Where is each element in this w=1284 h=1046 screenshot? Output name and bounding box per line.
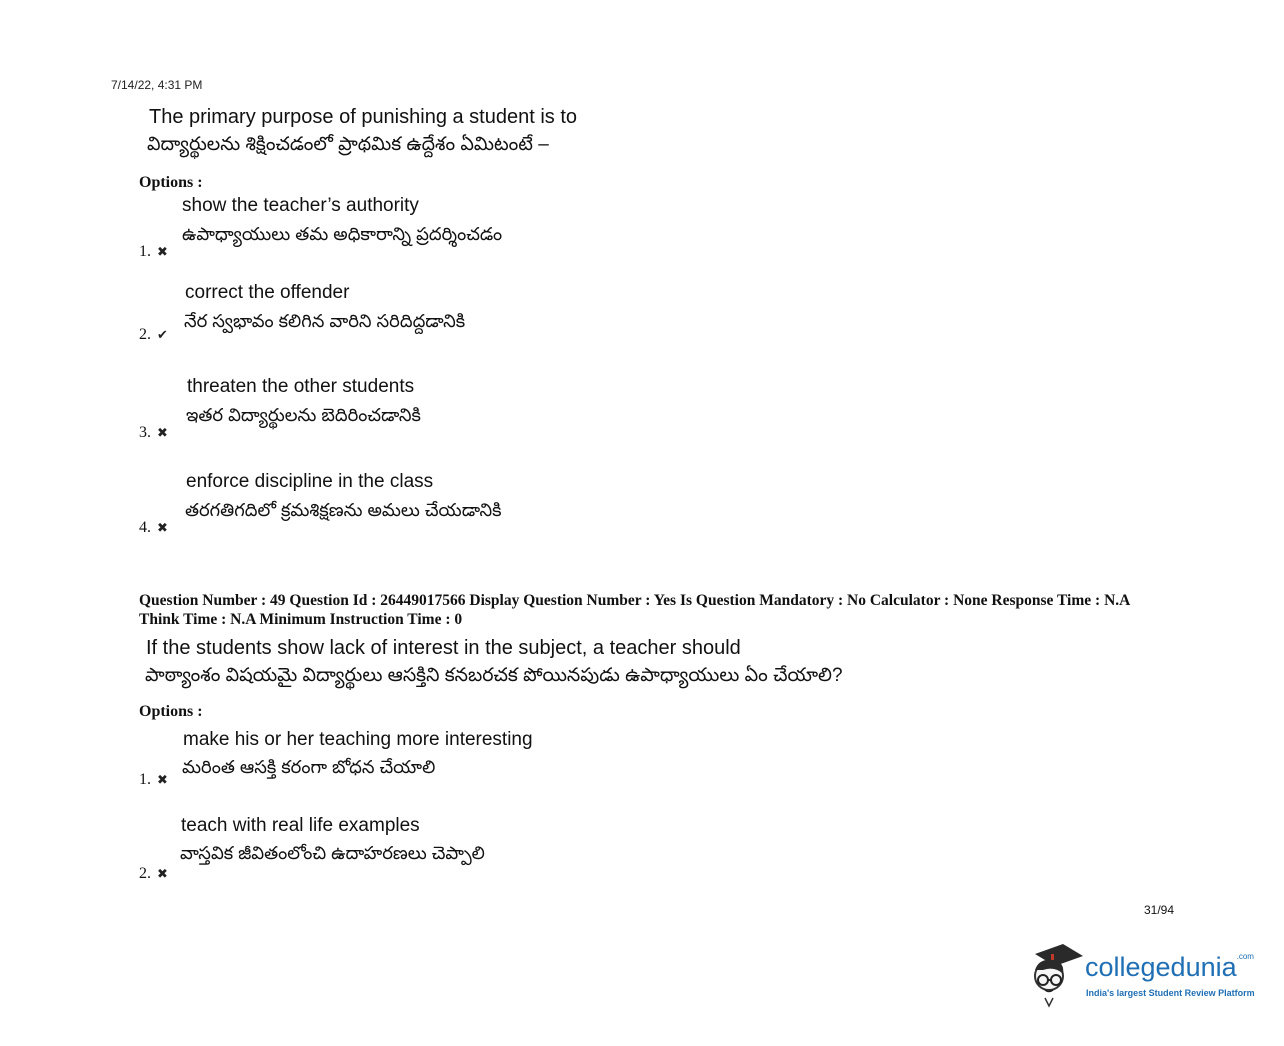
logo-suffix: .com [1236,952,1254,961]
collegedunia-mascot-icon [1025,940,1087,1010]
question-1-text-te: విద్యార్థులను శిక్షించడంలో ప్రాథమిక ఉద్దేశం ఏమిటంటే – [147,134,549,155]
q1-option-1-te: ఉపాధ్యాయులు తమ అధికారాన్ని ప్రదర్శించడం [182,224,503,244]
question-2-metadata: Question Number : 49 Question Id : 26449017566 Display Question Number : Yes Is Question Mandatory : No Calculator : None Response Time : N.A Think Time : N.A Minimum Instruction Time : 0 [139,592,1130,628]
option-number: 4. [139,519,151,536]
wrong-mark-icon: ✖ [157,520,168,535]
q1-option-1-number [139,243,168,261]
q2-option-1-en: make his or her teaching more interesting [183,729,533,750]
q1-option-4-en: enforce discipline in the class [186,471,434,492]
wrong-mark-icon: ✖ [157,425,168,440]
question-1-text-en: The primary purpose of punishing a student is to [149,106,578,128]
check-mark-icon: ✔ [157,327,168,342]
option-number: 2. [139,326,151,343]
option-number: 2. [139,865,151,882]
page-number: 31/94 [1144,903,1175,917]
q1-option-4-number [139,519,168,537]
q1-option-1-en: show the teacher’s authority [182,195,419,216]
q1-option-3-number [139,424,168,442]
q2-option-2-number [139,865,168,883]
q2-option-1-number [139,771,168,789]
wrong-mark-icon: ✖ [157,244,168,259]
q1-option-3-te: ఇతర విద్యార్థులను బెదిరించడానికి [186,405,421,425]
q1-option-2-te: నేర స్వభావం కలిగిన వారిని సరిదిద్దడానికి [184,311,466,331]
question-2-text-te: పాఠ్యాంశం విషయమై విద్యార్థులు ఆసక్తిని కనబరచక పోయినపుడు ఉపాధ్యాయులు ఏం చేయాలి? [145,665,843,686]
q1-option-4-te: తరగతిగదిలో క్రమశిక్షణను అమలు చేయడానికి [185,500,502,520]
wrong-mark-icon: ✖ [157,866,168,881]
collegedunia-logo-text [1085,952,1254,983]
option-number: 3. [139,424,151,441]
q2-option-2-en: teach with real life examples [181,815,420,836]
option-number: 1. [139,243,151,260]
question-2-text-en: If the students show lack of interest in the subject, a teacher should [146,637,741,659]
options-label: Options : [139,174,203,191]
q1-option-3-en: threaten the other students [187,376,415,397]
wrong-mark-icon: ✖ [157,772,168,787]
q2-option-1-te: మరింత ఆసక్తి కరంగా బోధన చేయాలి [182,757,436,777]
q2-option-2-te: వాస్తవిక జీవితంలోంచి ఉదాహరణలు చెప్పాలి [180,843,485,863]
logo-name: collegedunia [1085,952,1237,982]
logo-tagline: India's largest Student Review Platform [1086,988,1255,998]
options-label: Options : [139,703,203,720]
print-timestamp: 7/14/22, 4:31 PM [111,78,203,92]
q1-option-2-en: correct the offender [185,282,350,303]
option-number: 1. [139,771,151,788]
q1-option-2-number [139,326,168,344]
